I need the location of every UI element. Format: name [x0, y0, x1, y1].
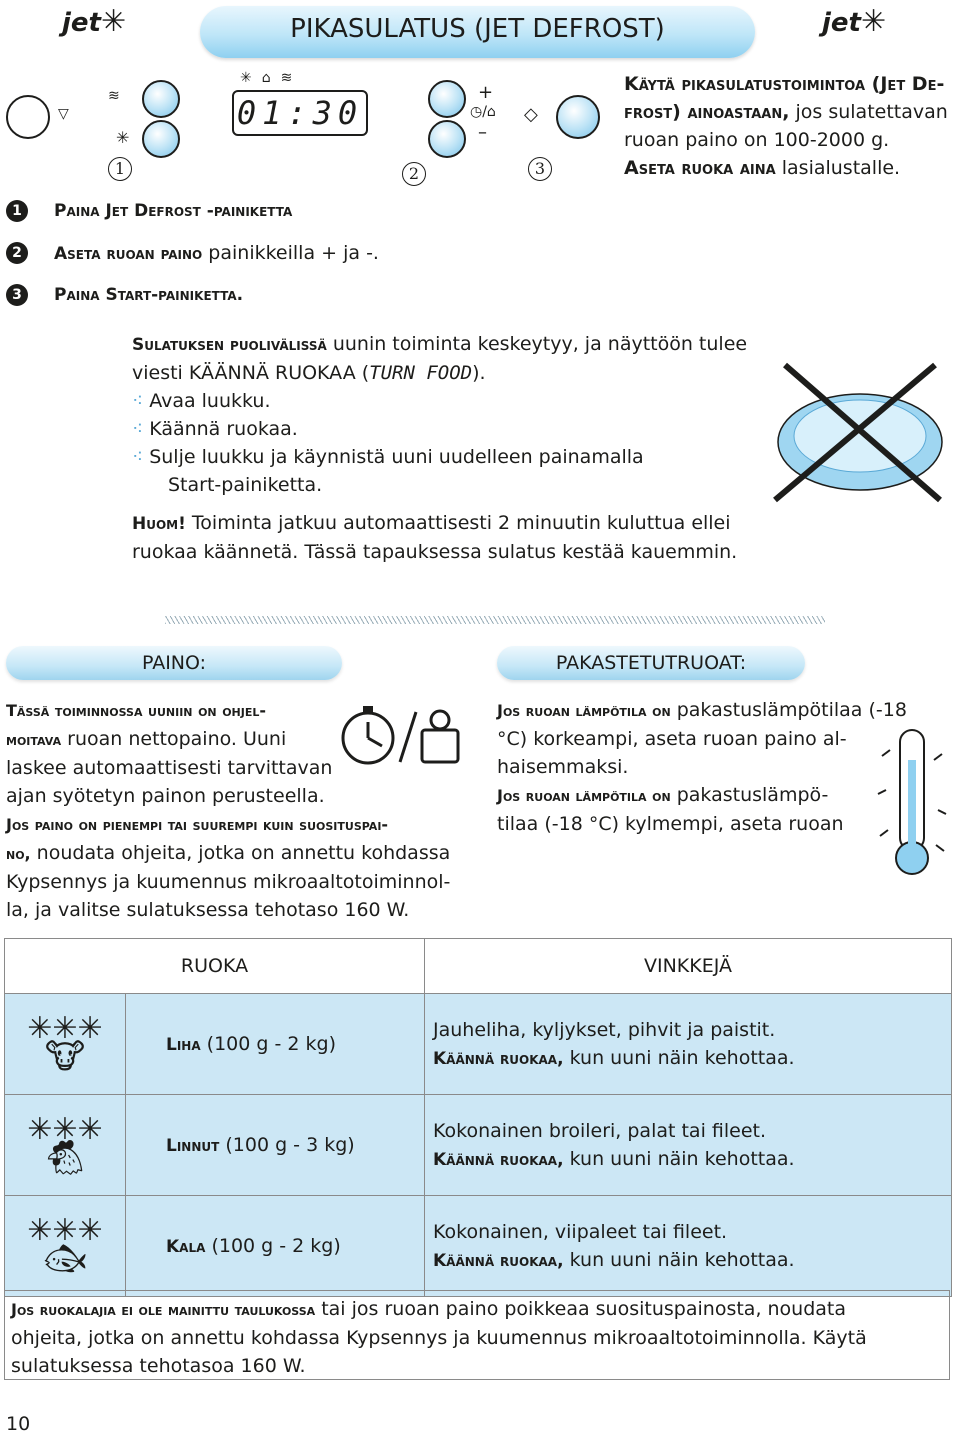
- plus-button[interactable]: [428, 80, 466, 118]
- section-divider: [165, 616, 825, 624]
- col-header-food: RUOKA: [5, 939, 425, 994]
- chicken-icon: ✳✳✳ 🐔︎: [5, 1095, 126, 1196]
- footnote-box: [4, 1290, 950, 1380]
- page-title: PIKASULATUS (JET DEFROST): [290, 14, 665, 44]
- minus-button[interactable]: [428, 120, 466, 158]
- jet-logo-left: jet✳: [62, 4, 127, 39]
- jet-logo-right: jet✳: [822, 4, 887, 39]
- step-1: 1 Paina Jet Defrost -painiketta: [6, 190, 606, 232]
- display-indicator-icons: ✳⌂≋: [240, 70, 303, 86]
- halfway-text: Sulatuksen puolivälissä uunin toiminta keskeytyy, ja näyttöön tulee viesti KÄÄNNÄ RUOKAA (TURN FOOD). ⁖ Avaa luukku. ⁖ Käännä ruokaa. ⁖ Sulje luukku ja käynnistä uuni uudelleen painamalla Start-painiketta. Huom! Toiminta jatkuu automaattisesti 2 minuutin kuluttua ellei ruokaa käännetä. Tässä tapauksessa sulatus kestää kauemmin.: [132, 330, 772, 566]
- frozen-text: Jos ruoan lämpötila on pakastuslämpötilaa (-18 °C) korkeampi, aseta ruoan paino al- haisemmaksi. Jos ruoan lämpötila on pakastuslämpö- tilaa (-18 °C) kylmempi, aseta ruoan: [497, 699, 907, 835]
- snowflake-symbol-icon: ✳: [116, 128, 130, 147]
- food-table: [4, 938, 952, 1297]
- snowflake-icon: ✳: [860, 4, 887, 39]
- crossed-plate-icon: [770, 360, 950, 505]
- paino-text: Tässä toiminnossa uuniin on ohjel- moitava ruoan nettopaino. Uuni laskee automaattisesti tarvittavan ajan syötetyn painon perusteella. Jos paino on pienempi tai suurempi kuin suosituspai- no, noudata ohjeita, jotka on annettu kohdassa Kypsennys ja kuumennus mikroaaltotoiminnol- la, ja valitse sulatuksessa tehotaso 160 W.: [6, 701, 451, 921]
- intro-text: Käytä pikasulatustoimintoa (Jet De- frost) ainoastaan, jos sulatettavan ruoan paino on 100-2000 g. Aseta ruoka aina lasialustalle.: [624, 73, 948, 179]
- grill-symbol-icon: ≋: [108, 88, 120, 104]
- step-marker-2: 2: [402, 162, 426, 186]
- minus-sign: –: [478, 122, 487, 143]
- bullet-turn-food: ⁖ Käännä ruokaa.: [132, 418, 298, 440]
- thermometer-icon: [872, 720, 952, 885]
- cow-icon: ✳✳✳ 🐮︎: [5, 994, 126, 1095]
- grill-button[interactable]: [142, 80, 180, 118]
- table-row: [5, 1196, 952, 1297]
- snowflake-icon: ✳: [100, 4, 127, 39]
- bullet-close-door: ⁖ Sulje luukku ja käynnistä uuni uudelleen painamalla: [132, 446, 644, 468]
- page-number: 10: [6, 1413, 31, 1435]
- food-name: Kala (100 g - 2 kg): [126, 1196, 425, 1297]
- plus-sign: +: [478, 82, 494, 103]
- step-3: 3 Paina Start-painiketta.: [6, 274, 606, 316]
- col-header-tips: VINKKEJÄ: [425, 939, 952, 994]
- timer-weight-symbol-icon: [338, 700, 463, 770]
- start-symbol-icon: ◇: [524, 104, 538, 125]
- table-row: [5, 1095, 952, 1196]
- microwave-symbol-icon: ▽: [58, 106, 69, 122]
- start-button[interactable]: [556, 95, 600, 139]
- bullet-icon: ⁖: [132, 446, 150, 468]
- food-name: Liha (100 g - 2 kg): [126, 994, 425, 1095]
- frozen-title: PAKASTETUTRUOAT:: [555, 652, 747, 674]
- step-marker-3: 3: [528, 157, 552, 181]
- food-name: Linnut (100 g - 3 kg): [126, 1095, 425, 1196]
- steps-list: [6, 190, 606, 316]
- bullet-icon: ⁖: [132, 418, 150, 440]
- paino-title: PAINO:: [141, 652, 207, 674]
- fish-icon: ✳✳✳ 🐟︎: [5, 1196, 126, 1297]
- food-tip: Jauheliha, kyljykset, pihvit ja paistit. Käännä ruokaa, kun uuni näin kehottaa.: [425, 994, 952, 1095]
- bullet-open-door: ⁖ Avaa luukku.: [132, 390, 271, 412]
- table-header-row: [5, 939, 952, 994]
- power-button[interactable]: [6, 95, 50, 139]
- jet-defrost-button[interactable]: [142, 120, 180, 158]
- food-tip: Kokonainen broileri, palat tai fileet. Käännä ruokaa, kun uuni näin kehottaa.: [425, 1095, 952, 1196]
- food-tip: Kokonainen, viipaleet tai fileet. Käännä ruokaa, kun uuni näin kehottaa.: [425, 1196, 952, 1297]
- table-row: [5, 994, 952, 1095]
- lcd-display: 01:30: [232, 90, 368, 136]
- footnote-text: Jos ruokalajia ei ole mainittu taulukossa tai jos ruoan paino poikkeaa suosituspainosta, noudata ohjeita, jotka on annettu kohdassa Kypsennys ja kuumennus mikroaaltotoiminnolla. Käytä sulatuksessa tehotasoa 160 W.: [11, 1298, 867, 1377]
- step-2: 2 Aseta ruoan paino painikkeilla + ja -.: [6, 232, 606, 274]
- bullet-icon: ⁖: [132, 390, 150, 412]
- timer-weight-icon: ◷/⌂: [470, 104, 496, 120]
- step-marker-1: 1: [108, 157, 132, 181]
